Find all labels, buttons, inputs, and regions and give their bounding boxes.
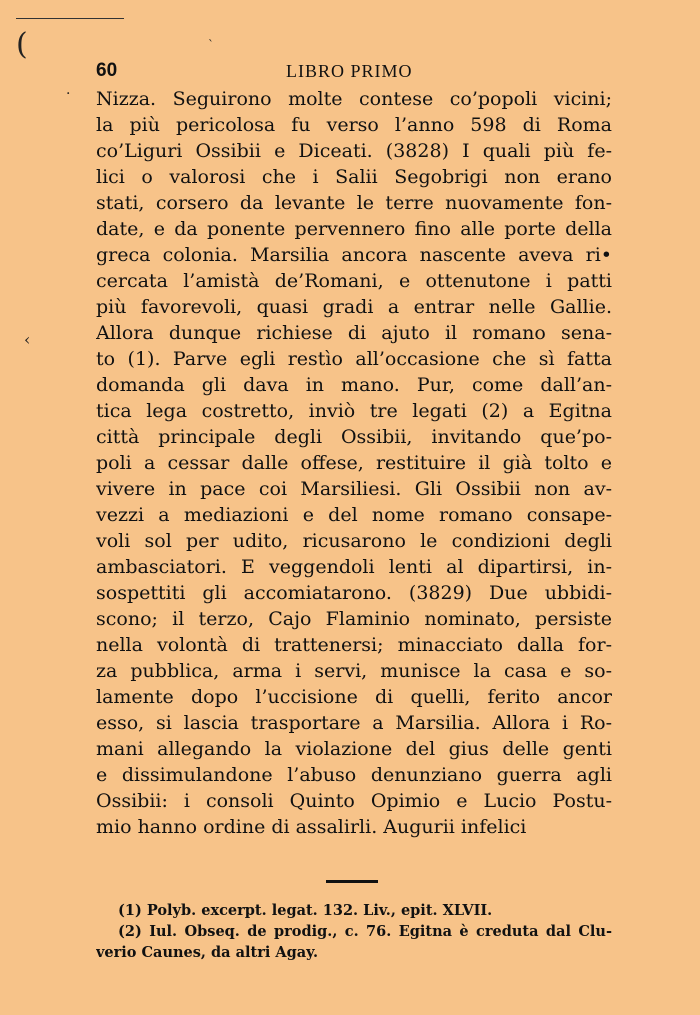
text-line: domanda gli dava in mano. Pur, come dall’an-	[96, 374, 612, 396]
text-line: voli sol per udito, ricusarono le condizioni degli	[96, 530, 612, 552]
footnote-2: (2) Iul. Obseq. de prodig., c. 76. Egitna è creduta dal Clu-	[118, 923, 612, 940]
text-line: cercata l’amistà de’Romani, e ottenutone i patti	[96, 270, 612, 292]
text-line: Ossibii: i consoli Quinto Opimio e Lucio Postu-	[96, 790, 612, 812]
text-line: e dissimulandone l’abuso denunziano guerra agli	[96, 764, 612, 786]
footnote-rule	[326, 880, 378, 883]
text-line: Nizza. Seguirono molte contese co’popoli vicini;	[96, 88, 612, 110]
footnote-2-continued: verio Caunes, da altri Agay.	[96, 944, 318, 961]
running-title: LIBRO PRIMO	[286, 61, 413, 81]
footnote-1: (1) Polyb. excerpt. legat. 132. Liv., epit. XLVII.	[118, 902, 493, 919]
text-line: date, e da ponente pervennero fino alle porte della	[96, 218, 612, 240]
text-line: vivere in pace coi Marsiliesi. Gli Ossibii non av-	[96, 478, 612, 500]
text-line: poli a cessar dalle offese, restituire il già tolto e	[96, 452, 612, 474]
text-line: stati, corsero da levante le terre nuovamente fon-	[96, 192, 612, 214]
text-line: lici o valorosi che i Salii Segobrigi non erano	[96, 166, 612, 188]
top-rule	[16, 18, 124, 19]
text-line: sospettiti gli accomiatarono. (3829) Due ubbidi-	[96, 582, 612, 604]
page-number: 60	[96, 60, 118, 81]
text-line: esso, si lascia trasportare a Marsilia. Allora i Ro-	[96, 712, 612, 734]
margin-mark: `	[208, 38, 214, 52]
text-line: nella volontà di trattenersi; minacciato dalla for-	[96, 634, 612, 656]
text-line: la più pericolosa fu verso l’anno 598 di Roma	[96, 114, 612, 136]
text-line: scono; il terzo, Cajo Flaminio nominato, persiste	[96, 608, 612, 630]
text-line: co’Liguri Ossibii e Diceati. (3828) I quali più fe-	[96, 140, 612, 162]
margin-mark: ‹	[24, 330, 31, 349]
text-line: lamente dopo l’uccisione di quelli, ferito ancor	[96, 686, 612, 708]
text-line: za pubblica, arma i servi, munisce la casa e so-	[96, 660, 612, 682]
text-line: greca colonia. Marsilia ancora nascente aveva ri•	[96, 244, 612, 266]
text-line: mani allegando la violazione del gius delle genti	[96, 738, 612, 760]
text-line: città principale degli Ossibii, invitando que’po-	[96, 426, 612, 448]
text-line: mio hanno ordine di assalirli. Augurii infelici	[96, 816, 527, 838]
margin-mark: (	[16, 27, 28, 62]
margin-mark: ·	[66, 86, 71, 102]
text-line: vezzi a mediazioni e del nome romano consape-	[96, 504, 612, 526]
text-line: to (1). Parve egli restìo all’occasione che sì fatta	[96, 348, 612, 370]
text-line: tica lega costretto, inviò tre legati (2) a Egitna	[96, 400, 612, 422]
text-line: ambasciatori. E veggendoli lenti al dipartirsi, in-	[96, 556, 612, 578]
text-line: più favorevoli, quasi gradi a entrar nelle Gallie.	[96, 296, 612, 318]
footnotes	[96, 900, 612, 963]
text-line: Allora dunque richiese di ajuto il romano sena-	[96, 322, 612, 344]
body-text	[96, 86, 612, 840]
page-header	[96, 58, 612, 84]
